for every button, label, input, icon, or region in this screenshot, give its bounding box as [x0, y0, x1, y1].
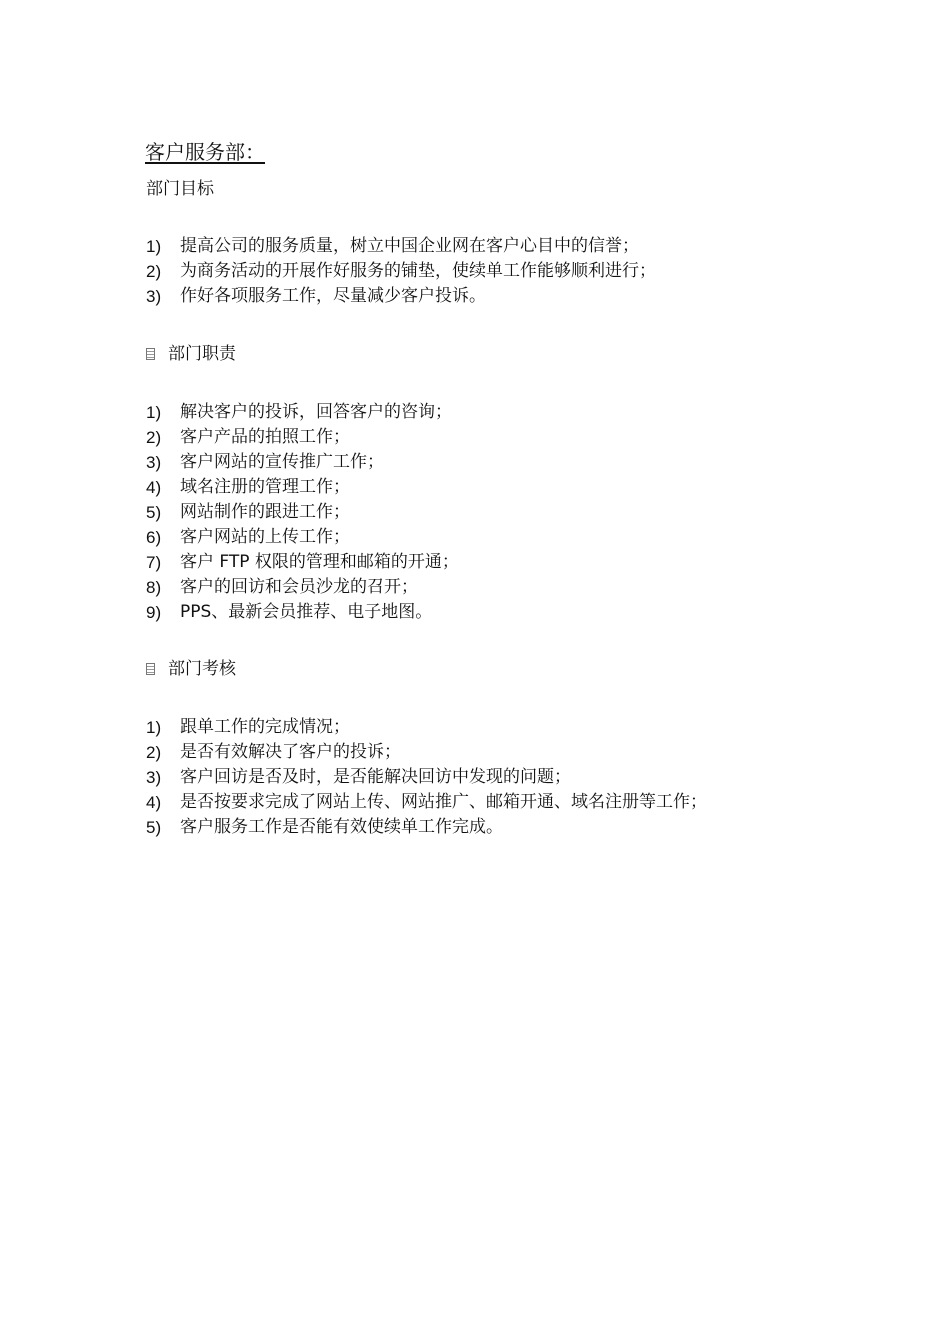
list-item-text: 客户 FTP 权限的管理和邮箱的开通；: [180, 552, 459, 572]
list-item: [146, 284, 656, 309]
list-item: [146, 525, 459, 550]
list-item-text: 客户的回访和会员沙龙的召开；: [180, 577, 418, 597]
list-item: [146, 234, 656, 259]
list-item: [146, 600, 459, 625]
list-item-number: 8): [146, 578, 162, 597]
list-item-text: 提高公司的服务质量，树立中国企业网在客户心目中的信誉；: [180, 236, 639, 256]
list-item-number: 5): [146, 503, 162, 522]
section-heading-label: 部门目标: [146, 179, 214, 199]
list-item-text: 客户产品的拍照工作；: [180, 427, 350, 447]
list-item-number: 4): [146, 793, 162, 812]
list-item-text: 客户网站的上传工作；: [180, 527, 350, 547]
document-icon: [146, 348, 155, 360]
list-item-text: 是否按要求完成了网站上传、网站推广、邮箱开通、域名注册等工作；: [180, 792, 707, 812]
section-heading-label: 部门考核: [168, 659, 236, 679]
list-item: [146, 500, 459, 525]
list-item: [146, 450, 459, 475]
section-heading-duties: [146, 343, 236, 365]
list-item-number: 3): [146, 287, 162, 306]
list-item-number: 1): [146, 403, 162, 422]
list-item: [146, 475, 459, 500]
list-item-number: 2): [146, 743, 162, 762]
list-item-text: 客户服务工作是否能有效使续单工作完成。: [180, 817, 503, 837]
list-item: [146, 715, 707, 740]
list-item: [146, 575, 459, 600]
section-heading-label: 部门职责: [168, 344, 236, 364]
list-item: [146, 740, 707, 765]
list-item: [146, 400, 459, 425]
list-item-number: 6): [146, 528, 162, 547]
list-item-text: PPS、最新会员推荐、电子地图。: [180, 602, 433, 622]
list-item: [146, 259, 656, 284]
list-item-text: 域名注册的管理工作；: [180, 477, 350, 497]
assessment-list: [146, 715, 707, 840]
list-item-number: 1): [146, 237, 162, 256]
list-item-text: 为商务活动的开展作好服务的铺垫，使续单工作能够顺利进行；: [180, 261, 656, 281]
list-item-text: 解决客户的投诉，回答客户的咨询；: [180, 402, 452, 422]
list-item-number: 7): [146, 553, 162, 572]
list-item: [146, 765, 707, 790]
list-item-number: 4): [146, 478, 162, 497]
document-icon: [146, 663, 155, 675]
list-item-text: 网站制作的跟进工作；: [180, 502, 350, 522]
list-item-text: 客户回访是否及时，是否能解决回访中发现的问题；: [180, 767, 571, 787]
list-item-text: 作好各项服务工作，尽量减少客户投诉。: [180, 286, 486, 306]
list-item: [146, 815, 707, 840]
list-item-number: 9): [146, 603, 162, 622]
list-item-number: 2): [146, 428, 162, 447]
list-item: [146, 550, 459, 575]
list-item-number: 5): [146, 818, 162, 837]
list-item-text: 是否有效解决了客户的投诉；: [180, 742, 401, 762]
list-item-number: 3): [146, 453, 162, 472]
page-title: 客户服务部：: [145, 140, 265, 164]
list-item-number: 3): [146, 768, 162, 787]
list-item-text: 客户网站的宣传推广工作；: [180, 452, 384, 472]
list-item: [146, 790, 707, 815]
duties-list: [146, 400, 459, 625]
list-item-number: 2): [146, 262, 162, 281]
list-item-text: 跟单工作的完成情况；: [180, 717, 350, 737]
list-item-number: 1): [146, 718, 162, 737]
list-item: [146, 425, 459, 450]
section-heading-goals: [146, 178, 214, 200]
section-heading-assessment: [146, 658, 236, 680]
goals-list: [146, 234, 656, 309]
